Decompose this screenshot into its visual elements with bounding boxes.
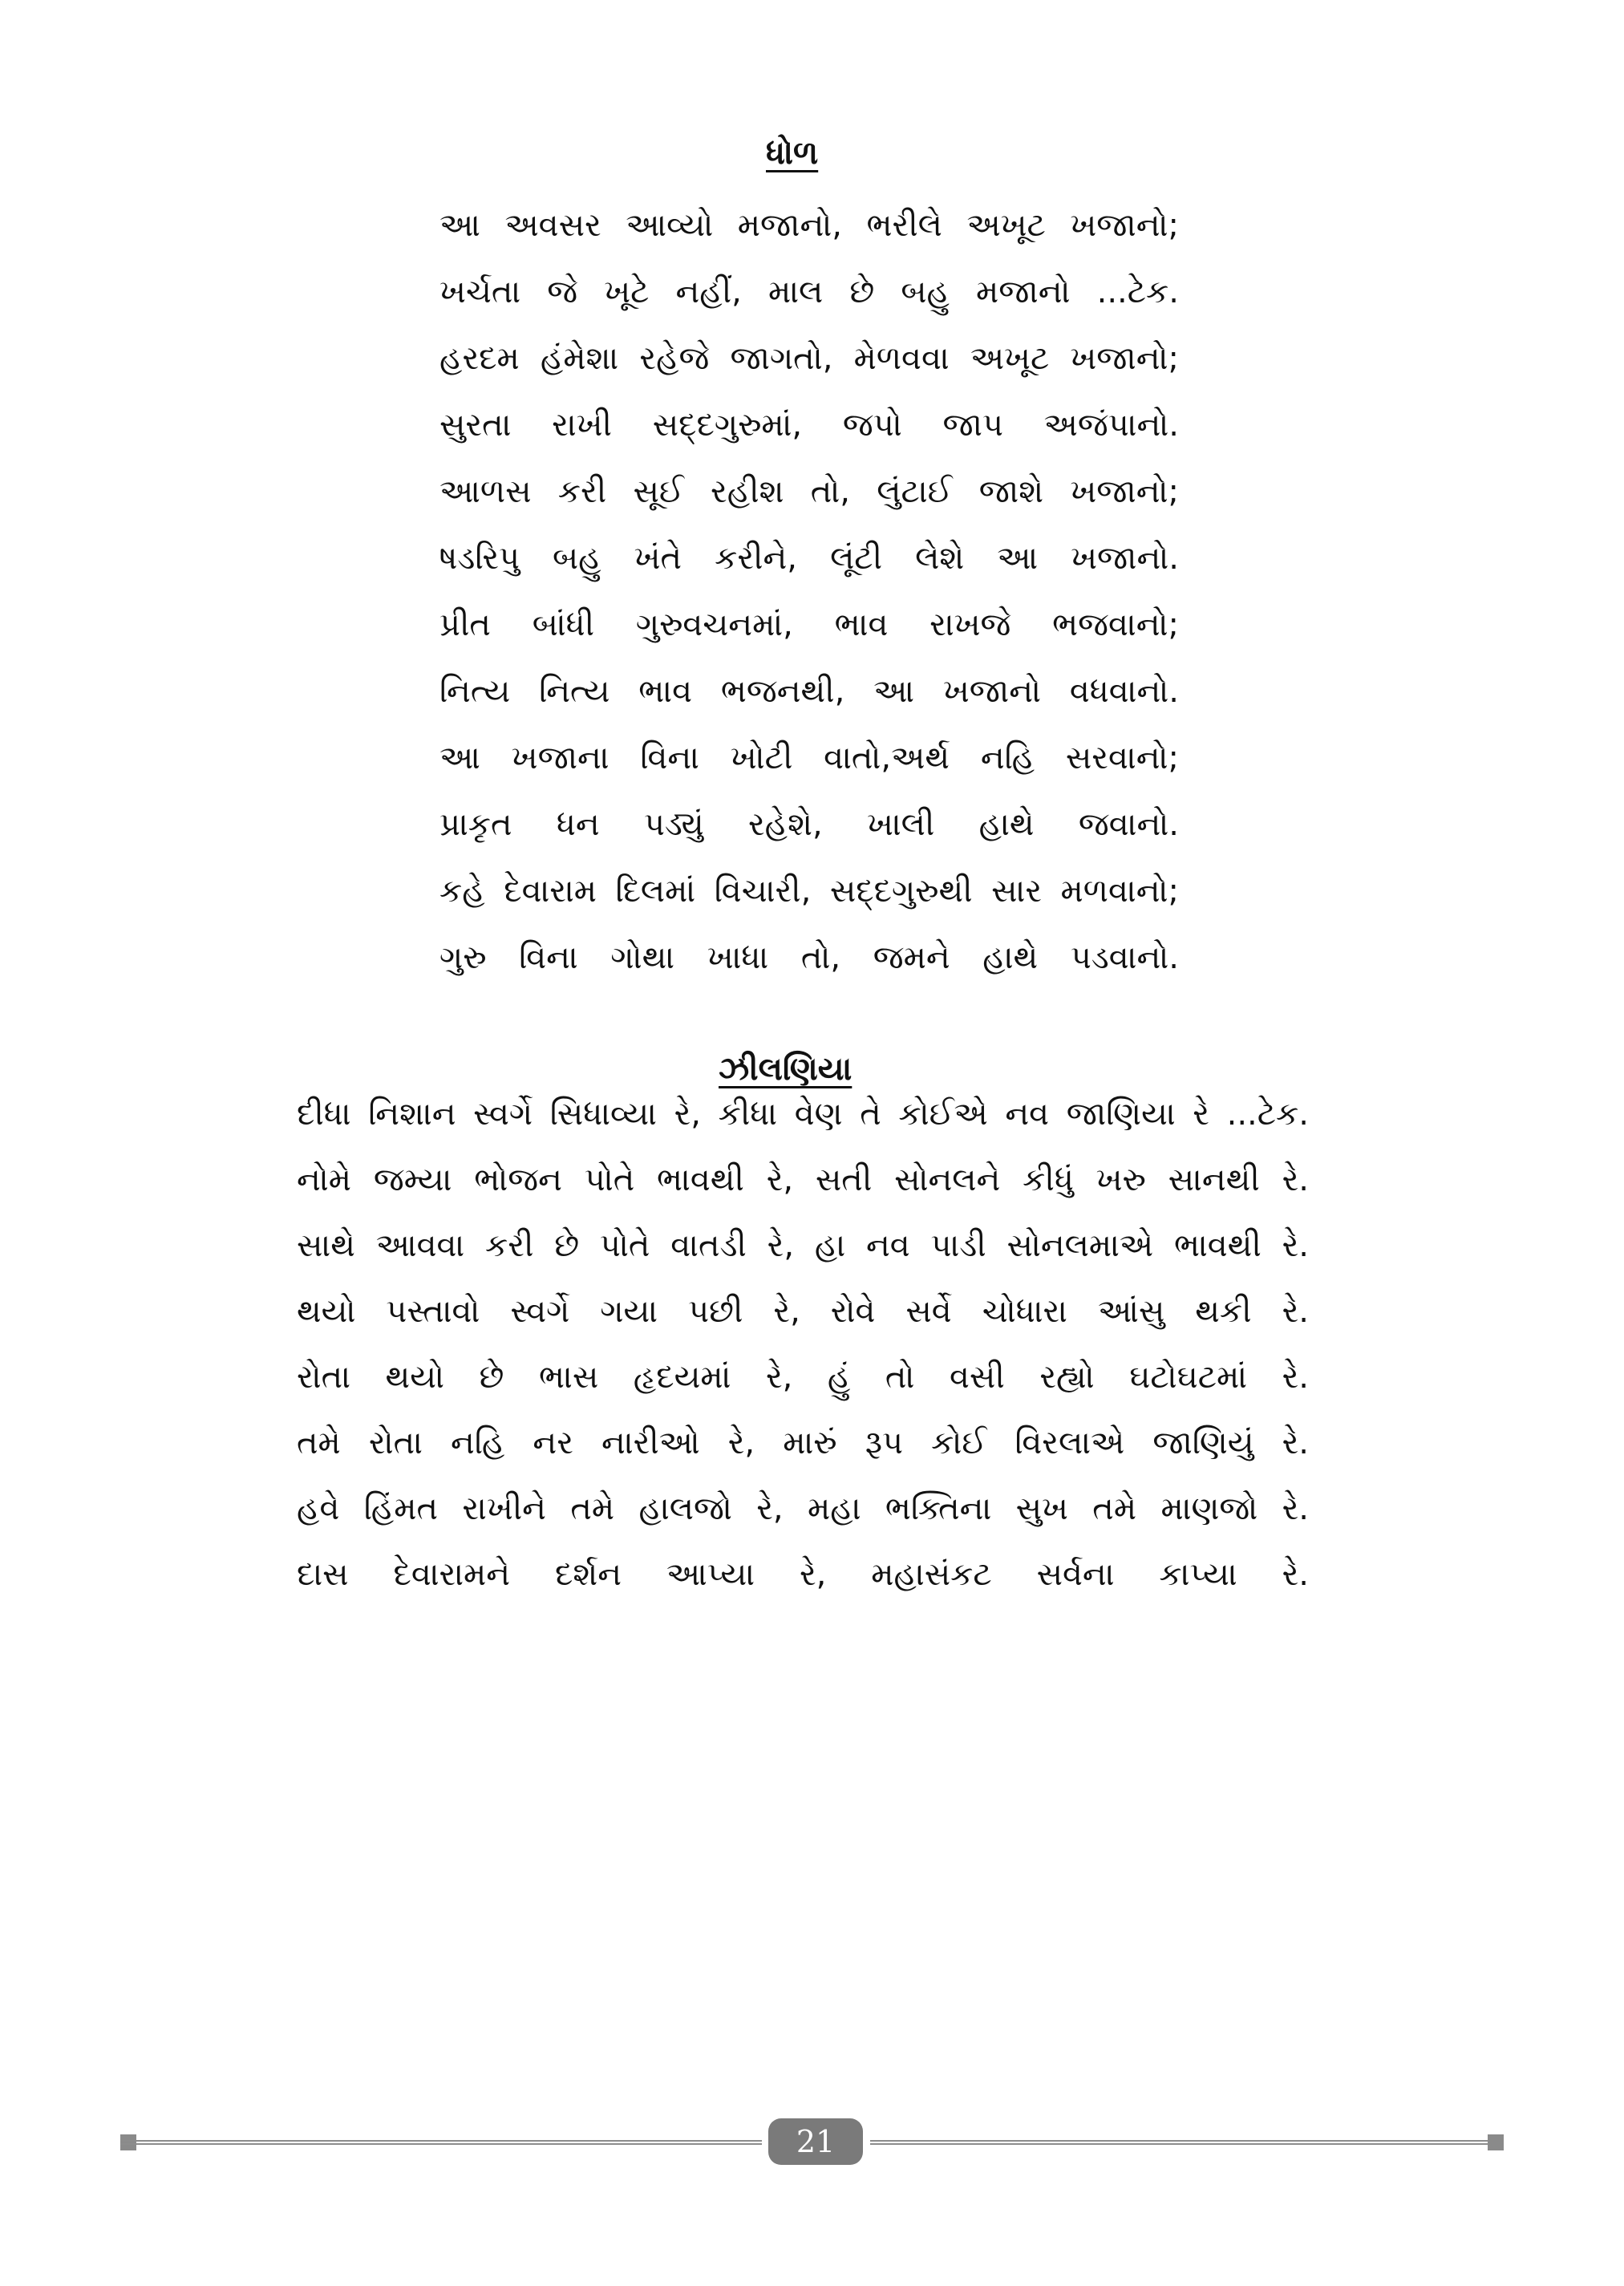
verse-line: ષડરિપુ બહુ ખંતે કરીને, લૂંટી લેશે આ ખજાનો. [439, 540, 1179, 577]
verse-line: આ અવસર આવ્યો મજાનો, ભરીલે અખૂટ ખજાનો; [439, 207, 1179, 244]
section-title-dhol: ધોળ [766, 135, 819, 172]
verse-line: સાથે આવવા કરી છે પોતે વાતડી રે, હા નવ પાડી સોનલમાએ ભાવથી રે. [297, 1227, 1309, 1264]
verse-line: હવે હિંમત રાખીને તમે હાલજો રે, મહા ભક્તિના સુખ તમે માણજો રે. [297, 1490, 1309, 1527]
verse-line: આ ખજાના વિના ખોટી વાતો,અર્થ નહિ સરવાનો; [439, 740, 1179, 776]
verse-line: ગુરુ વિના ગોથા ખાધા તો, જમને હાથે પડવાનો. [439, 939, 1179, 976]
footer-rule-right [870, 2140, 1504, 2145]
verse-line: ખર્ચતા જે ખૂટે નહીં, માલ છે બહુ મજાનો ...ટેક. [439, 274, 1179, 310]
verse-line: હરદમ હંમેશા રહેજે જાગતો, મેળવવા અખૂટ ખજાનો; [439, 340, 1179, 377]
verse-line: થયો પસ્તાવો સ્વર્ગે ગયા પછી રે, રોવે સર્વે ચોધારા આંસુ થકી રે. [297, 1293, 1309, 1330]
verse-line: નોમે જમ્યા ભોજન પોતે ભાવથી રે, સતી સોનલને કીધું ખરુ સાનથી રે. [297, 1161, 1309, 1198]
verse-line: દીધા નિશાન સ્વર્ગે સિધાવ્યા રે, કીધા વેણ તે કોઈએ નવ જાણિયા રે ...ટેક. [297, 1096, 1309, 1133]
verse-line: રોતા થયો છે ભાસ હૃદયમાં રે, હું તો વસી રહ્યો ઘટોઘટમાં રે. [297, 1359, 1309, 1396]
verse-line: પ્રાકૃત ધન પડ્યું રહેશે, ખાલી હાથે જવાનો. [439, 806, 1179, 843]
verse-line: તમે રોતા નહિ નર નારીઓ રે, મારું રૂપ કોઈ વિરલાએ જાણિયું રે. [297, 1425, 1309, 1461]
verse-line: કહે દેવારામ દિલમાં વિચારી, સદ્દગુરુથી સાર મળવાનો; [439, 873, 1179, 910]
verse-line: સુરતા રાખી સદ્દગુરુમાં, જપો જાપ અજંપાનો. [439, 407, 1179, 444]
verse-line: દાસ દેવારામને દર્શન આપ્યા રે, મહાસંકટ સર્વના કાપ્યા રે. [297, 1556, 1309, 1593]
verse-line: નિત્ય નિત્ય ભાવ ભજનથી, આ ખજાનો વધવાનો. [439, 673, 1179, 710]
footer-rule-cap-right [1488, 2134, 1504, 2150]
verse-line: પ્રીત બાંધી ગુરુવચનમાં, ભાવ રાખજે ભજવાનો; [439, 606, 1179, 643]
page-number: 21 [768, 2118, 863, 2165]
verse-line: આળસ કરી સૂઈ રહીશ તો, લુંટાઈ જાશે ખજાનો; [439, 473, 1179, 510]
section-title-zilaniya: ઝીલણિયા [719, 1051, 852, 1088]
footer-rule-left [120, 2140, 762, 2145]
